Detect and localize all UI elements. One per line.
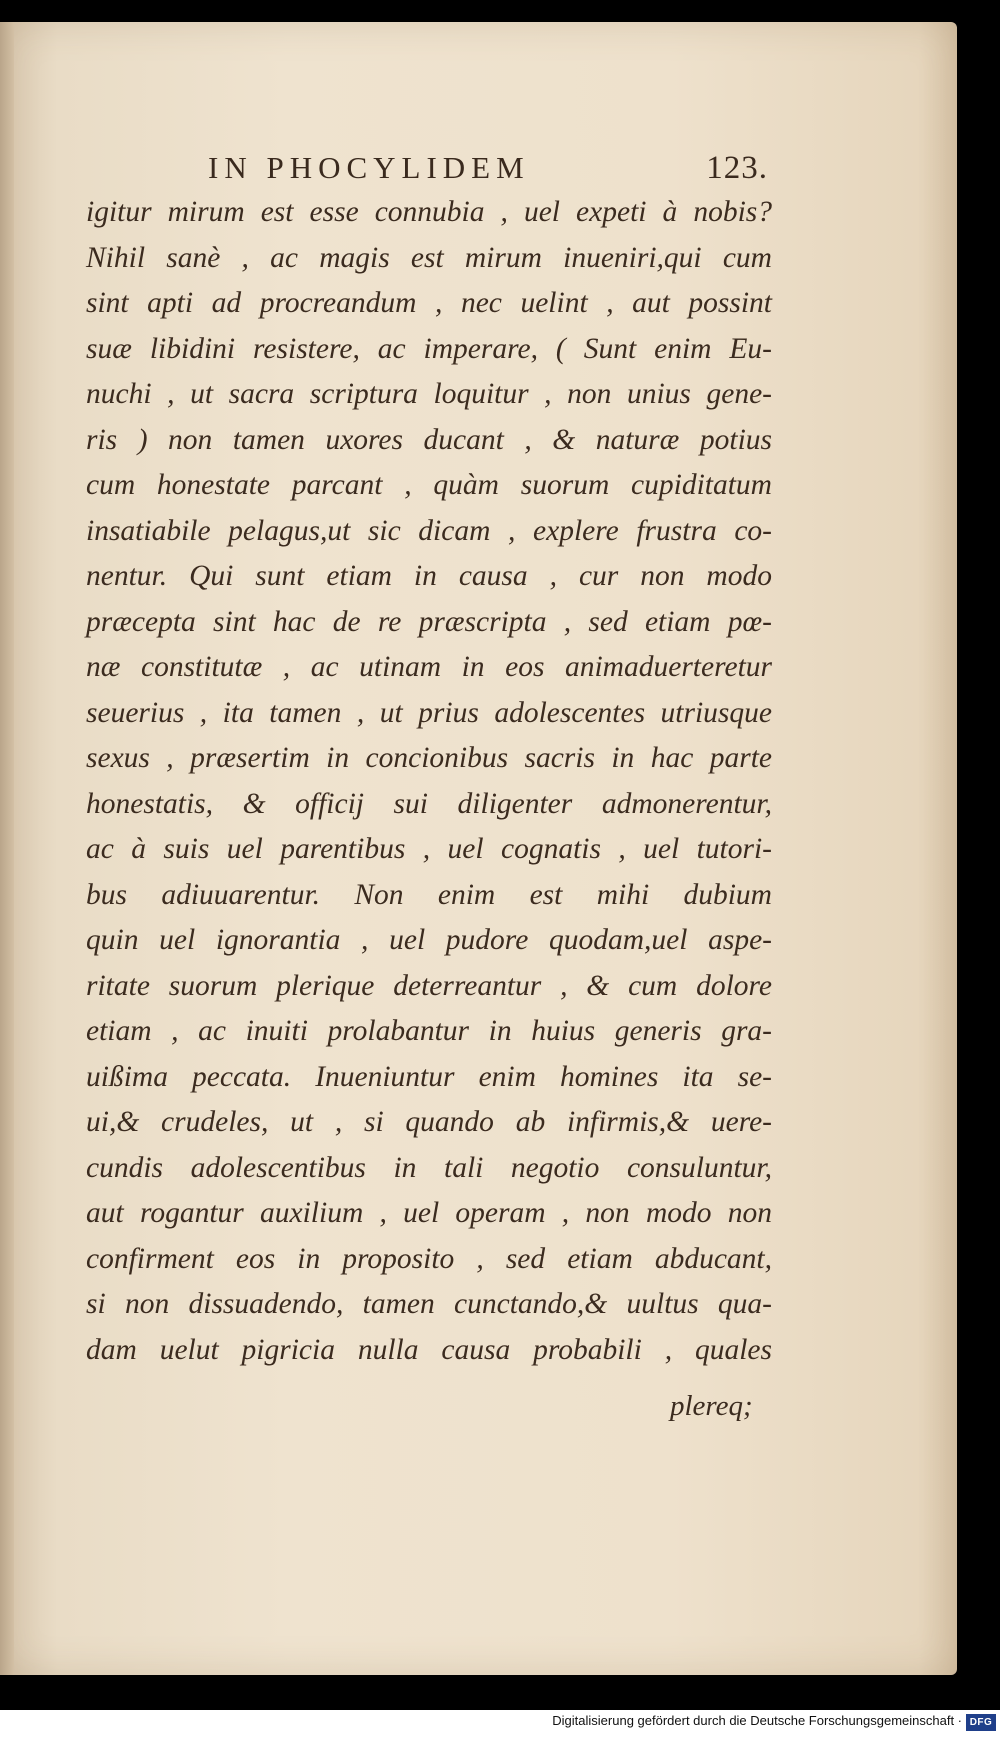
text-line: honestatis, & officij sui diligenter admonerentur, [86,787,772,820]
text-line: si non dissuadendo, tamen cunctando,& uultus qua- [86,1288,772,1320]
text-line: sexus , præsertim in concionibus sacris in hac parte [86,742,772,774]
text-line: nentur. Qui sunt etiam in causa , cur non modo [86,560,772,592]
text-line: næ constitutæ , ac utinam in eos animaduerteretur [86,651,772,683]
text-line: dam uelut pigricia nulla causa probabili , quales [86,1333,772,1366]
book-page [0,22,957,1675]
digitization-footer [0,1710,1000,1737]
text-line: ritate suorum plerique deterreantur , & cum dolore [86,969,772,1002]
funding-credit: Digitalisierung gefördert durch die Deutsche Forschungsgemeinschaft · [552,1713,962,1728]
page-gutter-edge [0,22,14,1675]
text-line: ac à suis uel parentibus , uel cognatis , uel tutori- [86,833,772,865]
text-line: sint apti ad procreandum , nec uelint , aut possint [86,287,772,319]
text-line: cundis adolescentibus in tali negotio consuluntur, [86,1151,772,1184]
text-line: confirment eos in proposito , sed etiam abducant, [86,1242,772,1275]
text-line: igitur mirum est esse connubia , uel expeti à nobis? [86,196,772,228]
text-line: ris ) non tamen uxores ducant , & naturæ potius [86,423,772,456]
text-line: ui,& crudeles, ut , si quando ab infirmis,& uere- [86,1106,772,1138]
running-head: IN PHOCYLIDEM [208,150,530,185]
text-line: uißima peccata. Inueniuntur enim homines ita se- [86,1060,772,1093]
text-line: suæ libidini resistere, ac imperare, ( Sunt enim Eu- [86,332,772,365]
body-text [86,190,772,1373]
text-line: cum honestate parcant , quàm suorum cupiditatum [86,469,772,501]
page-number: 123. [706,150,768,186]
text-line: aut rogantur auxilium , uel operam , non modo non [86,1197,772,1229]
text-line: Nihil sanè , ac magis est mirum inueniri,qui cum [86,241,772,274]
catchword: plereq; [670,1390,753,1422]
text-line: nuchi , ut sacra scriptura loquitur , non unius gene- [86,378,772,410]
text-line: seuerius , ita tamen , ut prius adolescentes utriusque [86,696,772,729]
text-line: quin uel ignorantia , uel pudore quodam,uel aspe- [86,924,772,956]
page-header [208,150,768,187]
text-line: insatiabile pelagus,ut sic dicam , explere frustra co- [86,514,772,547]
text-line: bus adiuuarentur. Non enim est mihi dubium [86,878,772,911]
text-line: præcepta sint hac de re præscripta , sed etiam pœ- [86,605,772,638]
dfg-logo: DFG [966,1714,996,1731]
text-line: etiam , ac inuiti prolabantur in huius generis gra- [86,1015,772,1047]
